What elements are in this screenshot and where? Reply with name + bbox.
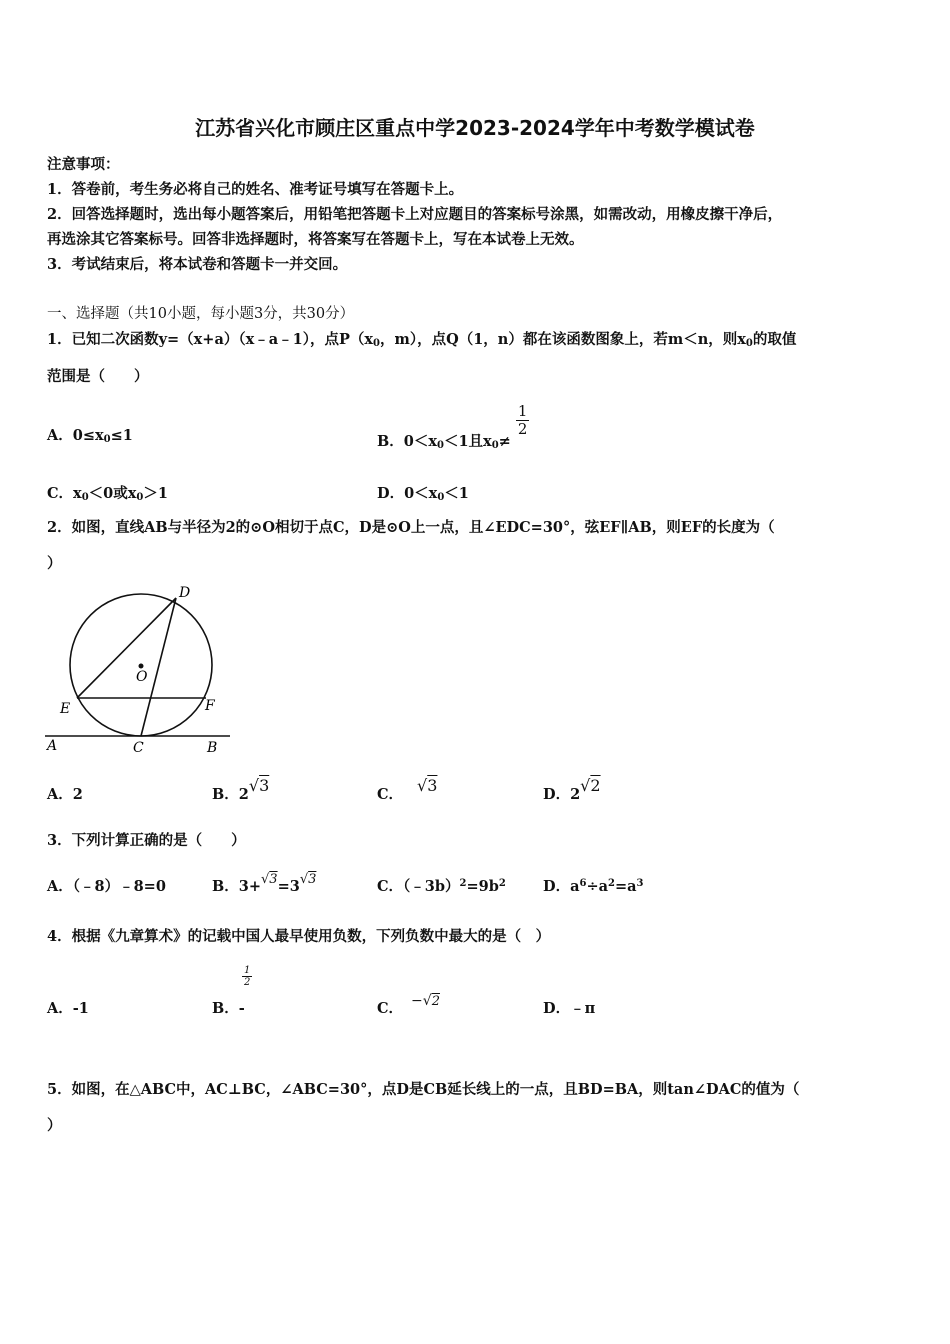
q4-b-fraction: $\frac{1}{2}$: [244, 965, 251, 988]
q1-option-b-fraction: $\frac{1}{2}$: [517, 402, 528, 438]
notice-item-2: 2．回答选择题时，选出每小题答案后，用铅笔把答题卡上对应题目的答案标号涂黑，如需改动，用橡皮擦干净后，: [47, 206, 783, 223]
q2-option-d[interactable]: D．2√2: [543, 776, 601, 803]
q2-b-sqrt: √3: [248, 776, 270, 795]
q4-option-b[interactable]: B．- $\frac{1}{2}$: [212, 965, 251, 1017]
q2-option-a[interactable]: A．2: [47, 786, 83, 803]
label-e: E: [60, 701, 71, 717]
notice-item-1: 1．答卷前，考生务必将自己的姓名、准考证号填写在答题卡上。: [47, 181, 464, 198]
center-point: [139, 664, 144, 669]
label-c: C: [133, 740, 144, 756]
label-f: F: [205, 698, 215, 714]
notice-item-2-cont: 再选涂其它答案标号。回答非选择题时，将答案写在答题卡上，写在本试卷上无效。: [47, 231, 584, 248]
q2-c-sqrt: √3: [417, 776, 438, 795]
q1-option-b[interactable]: [377, 402, 529, 451]
q3-option-d[interactable]: D．$a^6\div a^2=a^3$: [543, 878, 644, 895]
q3-b-sqrt-2: √3: [299, 872, 317, 887]
label-d: D: [179, 585, 191, 601]
notice-item-3: 3．考试结束后，将本试卷和答题卡一并交回。: [47, 256, 348, 273]
q1-option-d[interactable]: D．$0<x_0<1$: [377, 485, 469, 503]
q3-b-sqrt-1: √3: [261, 872, 278, 887]
q2-stem: 2．如图，直线AB与半径为2的⊙O相切于点C，D是⊙O上一点，且∠EDC=30°，弦EF∥AB，则EF的长度为（: [47, 519, 775, 536]
q1-option-b-text: B．$0<x_0<1$且$x_0\ne$: [377, 432, 511, 451]
q1-option-c[interactable]: C．$x_0<0$或$x_0>1$: [47, 485, 168, 503]
q1-option-a[interactable]: A．$0\le x_0\le 1$: [47, 427, 133, 445]
q5-stem: 5．如图，在△ABC中，AC⊥BC，∠ABC=30°，点D是CB延长线上的一点，且BD=BA，则tan∠DAC的值为（: [47, 1081, 800, 1098]
q3-option-c[interactable]: C．$(﹣3b)^2=9b^2$: [377, 878, 506, 895]
q4-stem: 4．根据《九章算术》的记载中国人最早使用负数，下列负数中最大的是（ ）: [47, 928, 551, 945]
q2-d-sqrt: √2: [580, 776, 601, 795]
section-heading: 一、选择题（共10小题，每小题3分，共30分）: [47, 306, 355, 322]
label-o: O: [136, 669, 148, 685]
q2-circle-figure: [40, 580, 240, 760]
q4-option-a[interactable]: A．-1: [47, 1000, 89, 1017]
q2-stem-cont: ）: [47, 555, 62, 572]
chord-dc: [141, 598, 176, 736]
q3-stem: 3．下列计算正确的是（ ）: [47, 832, 246, 849]
label-a: A: [47, 738, 58, 754]
q1-stem-cont: 范围是（ ）: [47, 368, 149, 385]
q5-stem-cont: ）: [47, 1117, 62, 1134]
q1-stem: 1．已知二次函数y=（x+a）（x﹣a﹣1），点$P(x_0$，m），点Q（1，n）都在该函数图象上，若m＜n，则$x_0$的取值: [47, 331, 797, 349]
exam-title: 江苏省兴化市顾庄区重点中学2023-2024学年中考数学模试卷: [195, 116, 755, 140]
label-b: B: [207, 740, 218, 756]
q3-option-a[interactable]: A．（﹣8）﹣8=0: [47, 878, 166, 895]
q4-c-expr: −√2: [411, 993, 440, 1009]
q4-option-d[interactable]: D．﹣π: [543, 1000, 596, 1017]
q3-option-b[interactable]: B．3+√3=3√3: [212, 872, 317, 895]
q2-option-b[interactable]: B．2√3: [212, 776, 270, 803]
notice-heading: 注意事项：: [47, 156, 120, 173]
q2-option-c[interactable]: C． √3: [377, 776, 438, 803]
q4-option-c[interactable]: C． −√2: [377, 993, 440, 1017]
